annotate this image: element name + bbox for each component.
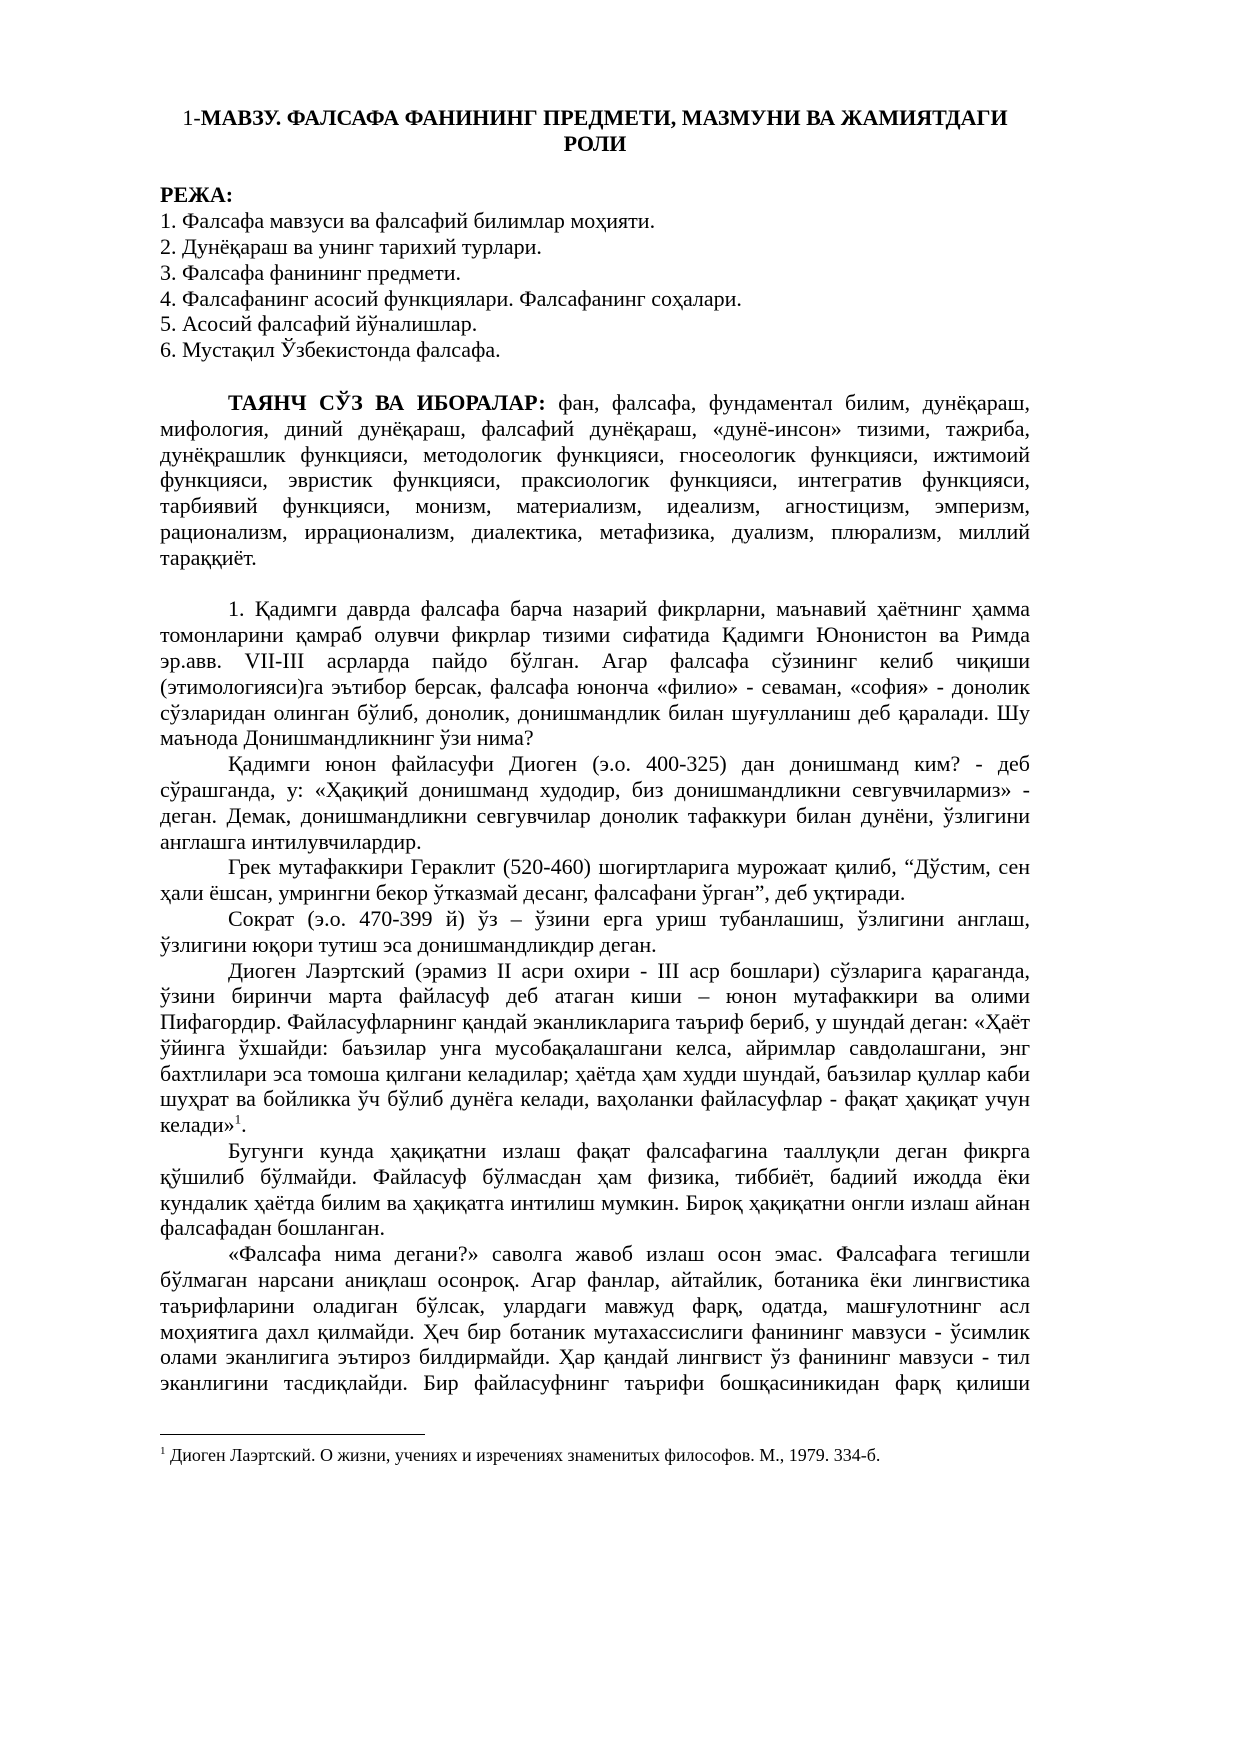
plan-section — [160, 182, 1030, 363]
body-paragraph: Грек мутафаккири Гераклит (520-460) шогиртларига мурожаат қилиб, “Дўстим, сен ҳали ёшсан, умрингни бекор ўтказмай десанг, фалсафани ўрган”, деб уқтиради. — [160, 854, 1030, 906]
keywords-paragraph — [160, 390, 1030, 571]
paragraph-text: Диоген Лаэртский (эрамиз II асри охири - III аср бошлари) сўзларига қараганда, ўзини биринчи марта файласуф деб атаган киши – юнон мутафаккири ва олими Пифагордир. Файласуфларнинг қандай эканликларига таъриф бериб, у шундай деган: «Ҳаёт ўйинга ўхшайди: баъзилар унга мусобақалашгани келса, айримлар савдолашгани, энг бахтлилари эса томоша қилгани келадилар; ҳаётда ҳам худди шундай, баъзилар қуллар каби шуҳрат ва бойликка ўч бўлиб дунёга келади, ваҳоланки файласуфлар - фақат ҳақиқат учун келади» — [160, 957, 1030, 1138]
body-paragraph: Бугунги кунда ҳақиқатни излаш фақат фалсафагина тааллуқли деган фикрга қўшилиб бўлмайди. Файласуф бўлмасдан ҳам физика, тиббиёт, бадиий ижодда ёки кундалик ҳаётда билим ва ҳақиқатга интилиш мумкин. Бироқ ҳақиқатни онгли излаш айнан фалсафадан бошланган. — [160, 1138, 1030, 1241]
plan-item: 5. Асосий фалсафий йўналишлар. — [160, 311, 478, 337]
paragraph-text-end: . — [241, 1112, 247, 1138]
body-text — [160, 596, 1030, 1396]
keywords-label: ТАЯНЧ СЎЗ ВА ИБОРАЛАР: — [228, 389, 546, 415]
plan-item: 3. Фалсафа фанининг предмети. — [160, 259, 462, 285]
footnote-reference: 1 — [234, 1111, 242, 1127]
footnote-text: Диоген Лаэртский. О жизни, учениях и изречениях знаменитых философов. М., 1979. 334-б. — [170, 1445, 881, 1466]
plan-item: 4. Фалсафанинг асосий функциялари. Фалсафанинг соҳалари. — [160, 285, 742, 311]
plan-item: 2. Дунёқараш ва унинг тарихий турлари. — [160, 233, 542, 259]
title-text-line-1: МАВЗУ. ФАЛСАФА ФАНИНИНГ ПРЕДМЕТИ, МАЗМУНИ ВА ЖАМИЯТДАГИ — [200, 105, 1008, 130]
title-line-1 — [135, 105, 1055, 131]
plan-item: 6. Мустақил Ўзбекистонда фалсафа. — [160, 337, 501, 363]
page-content — [160, 105, 1030, 1466]
body-paragraph — [160, 958, 1030, 1139]
body-paragraph: Қадимги юнон файласуфи Диоген (э.о. 400-325) дан донишманд ким? - деб сўрашганда, у: «Ҳақиқий донишманд худодир, биз донишмандликни севгувчилармиз» - деган. Демак, донишмандликни севгувчилар донолик тафаккури билан дунёни, ўзлигини англашга интилувчилардир. — [160, 751, 1030, 854]
plan-heading: РЕЖА: — [160, 182, 234, 208]
page-title — [135, 105, 1055, 157]
footnote — [160, 1445, 1030, 1466]
footnotes-area — [160, 1434, 1030, 1466]
body-paragraph: 1. Қадимги даврда фалсафа барча назарий фикрларни, маънавий ҳаётнинг ҳамма томонларини қамраб олувчи фикрлар тизими сифатида Қадимги Юнонистон ва Римда эр.авв. VII-III асрларда пайдо бўлган. Агар фалсафа сўзининг келиб чиқиши (этимологияси)га эътибор берсак, фалсафа юнонча «филио» - севаман, «софия» - донолик сўзларидан олинган бўлиб, донолик, донишмандлик билан шуғулланиш деб қаралади. Шу маънода Донишмандликнинг ўзи нима? — [160, 596, 1030, 751]
topic-number: 1- — [182, 105, 201, 130]
footnote-mark: 1 — [160, 1445, 166, 1458]
footnote-separator — [160, 1434, 425, 1435]
plan-item: 1. Фалсафа мавзуси ва фалсафий билимлар моҳияти. — [160, 208, 656, 234]
body-paragraph: «Фалсафа нима дегани?» саволга жавоб излаш осон эмас. Фалсафага тегишли бўлмаган нарсани аниқлаш осонроқ. Агар фанлар, айтайлик, ботаника ёки лингвистика таърифларини оладиган бўлсак, улардаги мавжуд фарқ, одатда, машғулотнинг асл моҳиятига дахл қилмайди. Ҳеч бир ботаник мутахассислиги фанининг мавзуси - ўсимлик олами эканлигига эътироз билдирмайди. Ҳар қандай лингвист ўз фанининг мавзуси - тил эканлигини тасдиқлайди. Бир файласуфнинг таърифи бошқасиникидан фарқ қилиши — [160, 1241, 1030, 1396]
keywords-list: фан, фалсафа, фундаментал билим, дунёқараш, мифология, диний дунёқараш, фалсафий дунёқараш, «дунё-инсон» тизими, тажриба, дунёқрашлик функцияси, методологик функцияси, гносеологик функцияси, ижтимоий функцияси, эвристик функцияси, праксиологик функцияси, интегратив функцияси, тарбиявий функцияси, монизм, материализм, идеализм, агностицизм, эмперизм, рационализм, иррационализм, диалектика, метафизика, дуализм, плюрализм, миллий тараққиёт. — [160, 389, 1030, 570]
body-paragraph: Сократ (э.о. 470-399 й) ўз – ўзини ерга уриш тубанлашиш, ўзлигини англаш, ўзлигини юқори тутиш эса донишмандликдир деган. — [160, 905, 1030, 957]
title-line-2: РОЛИ — [563, 130, 627, 156]
